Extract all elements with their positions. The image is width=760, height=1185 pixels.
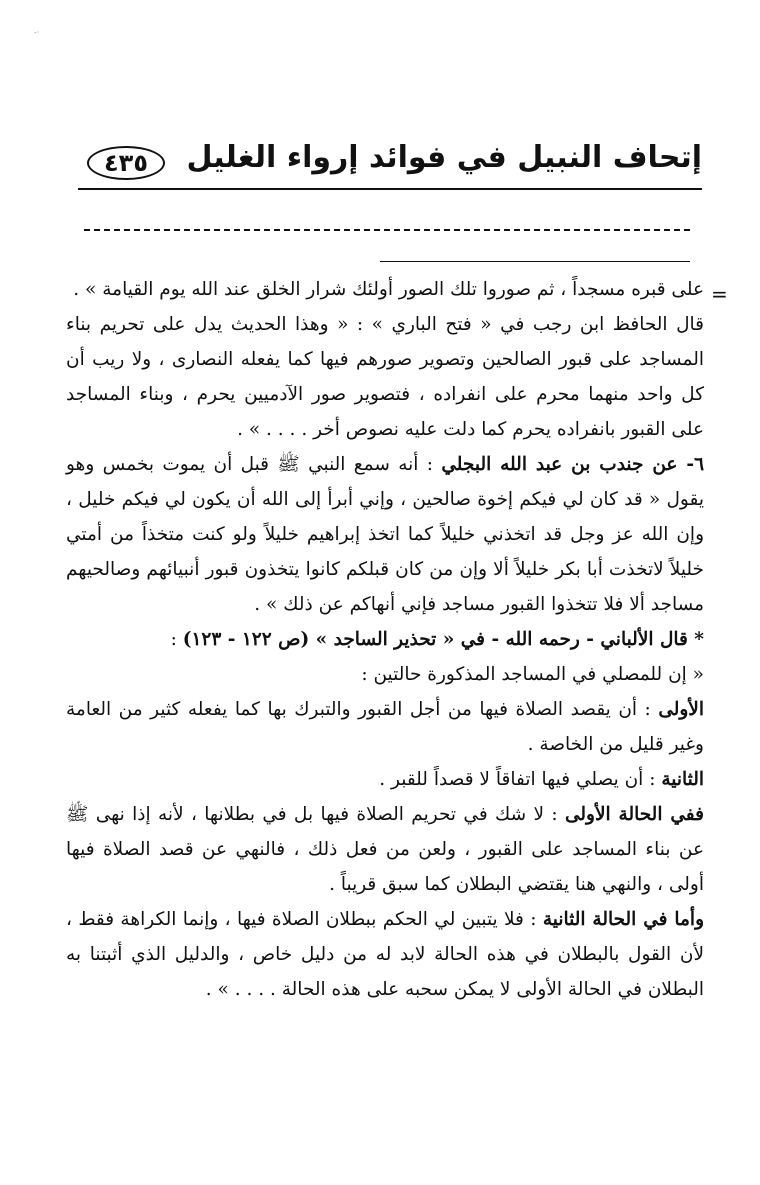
page-header — [60, 138, 702, 194]
paragraph-lead: * قال الألباني - رحمه الله - في « تحذير الساجد » (ص ١٢٢ - ١٢٣) — [182, 629, 704, 650]
page-body — [66, 272, 704, 1007]
book-title: إتحاف النبيل في فوائد إرواء الغليل — [186, 140, 702, 175]
paragraph-text: « إن للمصلي في المساجد المذكورة حالتين : — [361, 664, 704, 685]
paragraph — [66, 622, 704, 657]
paragraph — [66, 447, 704, 622]
paragraph — [66, 902, 704, 1007]
paragraph-text: : أن يصلي فيها اتفاقاً لا قصداً للقبر . — [379, 769, 656, 790]
paragraph-text: : أنه سمع النبي ﷺ قبل أن يموت بخمس وهو يقول « قد كان لي فيكم إخوة صالحين ، وإني أبرأ إلى الله أن يكون لي فيكم خليل ، وإن الله عز وجل قد اتخذني خليلاً كما اتخذ إبراهيم خليلاً ولو كنت متخذاً من أمتي خليلاً لاتخذت أبا بكر خليلاً ألا وإن من كان قبلكم كانوا يتخذون قبور أنبيائهم وصالحيهم مساجد ألا فلا تتخذوا القبور مساجد فإني أنهاكم عن ذلك » . — [66, 454, 704, 615]
paragraph-lead: وأما في الحالة الثانية — [542, 909, 704, 930]
footnote-separator — [380, 261, 690, 262]
paragraph-lead: ٦- عن جندب بن عبد الله البجلي — [441, 454, 704, 475]
dashed-separator — [84, 229, 690, 231]
paragraph-lead: الأولى — [658, 699, 704, 720]
paragraph — [66, 762, 704, 797]
paragraph — [66, 657, 704, 692]
paragraph — [66, 307, 704, 447]
paragraph-lead: الثانية — [661, 769, 704, 790]
paragraph — [66, 692, 704, 762]
paragraph-text: قال الحافظ ابن رجب في « فتح الباري » : « وهذا الحديث يدل على تحريم بناء المساجد على قبور الصالحين وتصوير صورهم فيها كما يفعله النصارى ، ولا ريب أن كل واحد منهما محرم على انفراده ، فتصوير صور الآدميين يحرم ، وبناء المساجد على القبور بانفراده يحرم كما دلت عليه نصوص أخر . . . . » . — [66, 314, 704, 440]
page-number: ٤٣٥ — [87, 146, 165, 180]
header-rule — [78, 188, 702, 190]
paragraph-text: : أن يقصد الصلاة فيها من أجل القبور والتبرك بها كما يفعله كثير من العامة وغير قليل من الخاصة . — [66, 699, 704, 755]
paragraph-text: : لا شك في تحريم الصلاة فيها بل في بطلانها ، لأنه إذا نهى ﷺ عن بناء المساجد على القبور ، ولعن من فعل ذلك ، فالنهي عن قصد الصلاة فيها أولى ، والنهي هنا يقتضي البطلان كما سبق قريباً . — [66, 804, 704, 895]
corner-mark: -· — [34, 28, 40, 37]
paragraph-text: : — [170, 629, 177, 650]
paragraph — [66, 272, 704, 307]
paragraph-text: : فلا يتبين لي الحكم ببطلان الصلاة فيها ، وإنما الكراهة فقط ، لأن القول بالبطلان في هذه الحالة لابد له من دليل خاص ، والدليل الذي أثبتنا به البطلان في الحالة الأولى لا يمكن سحبه على هذه الحالة . . . . » . — [66, 909, 704, 1000]
paragraph — [66, 797, 704, 902]
paragraph-lead: ففي الحالة الأولى — [564, 804, 704, 825]
continuation-mark: = — [711, 282, 728, 306]
paragraph-text: على قبره مسجداً ، ثم صوروا تلك الصور أولئك شرار الخلق عند الله يوم القيامة » . — [73, 279, 704, 300]
